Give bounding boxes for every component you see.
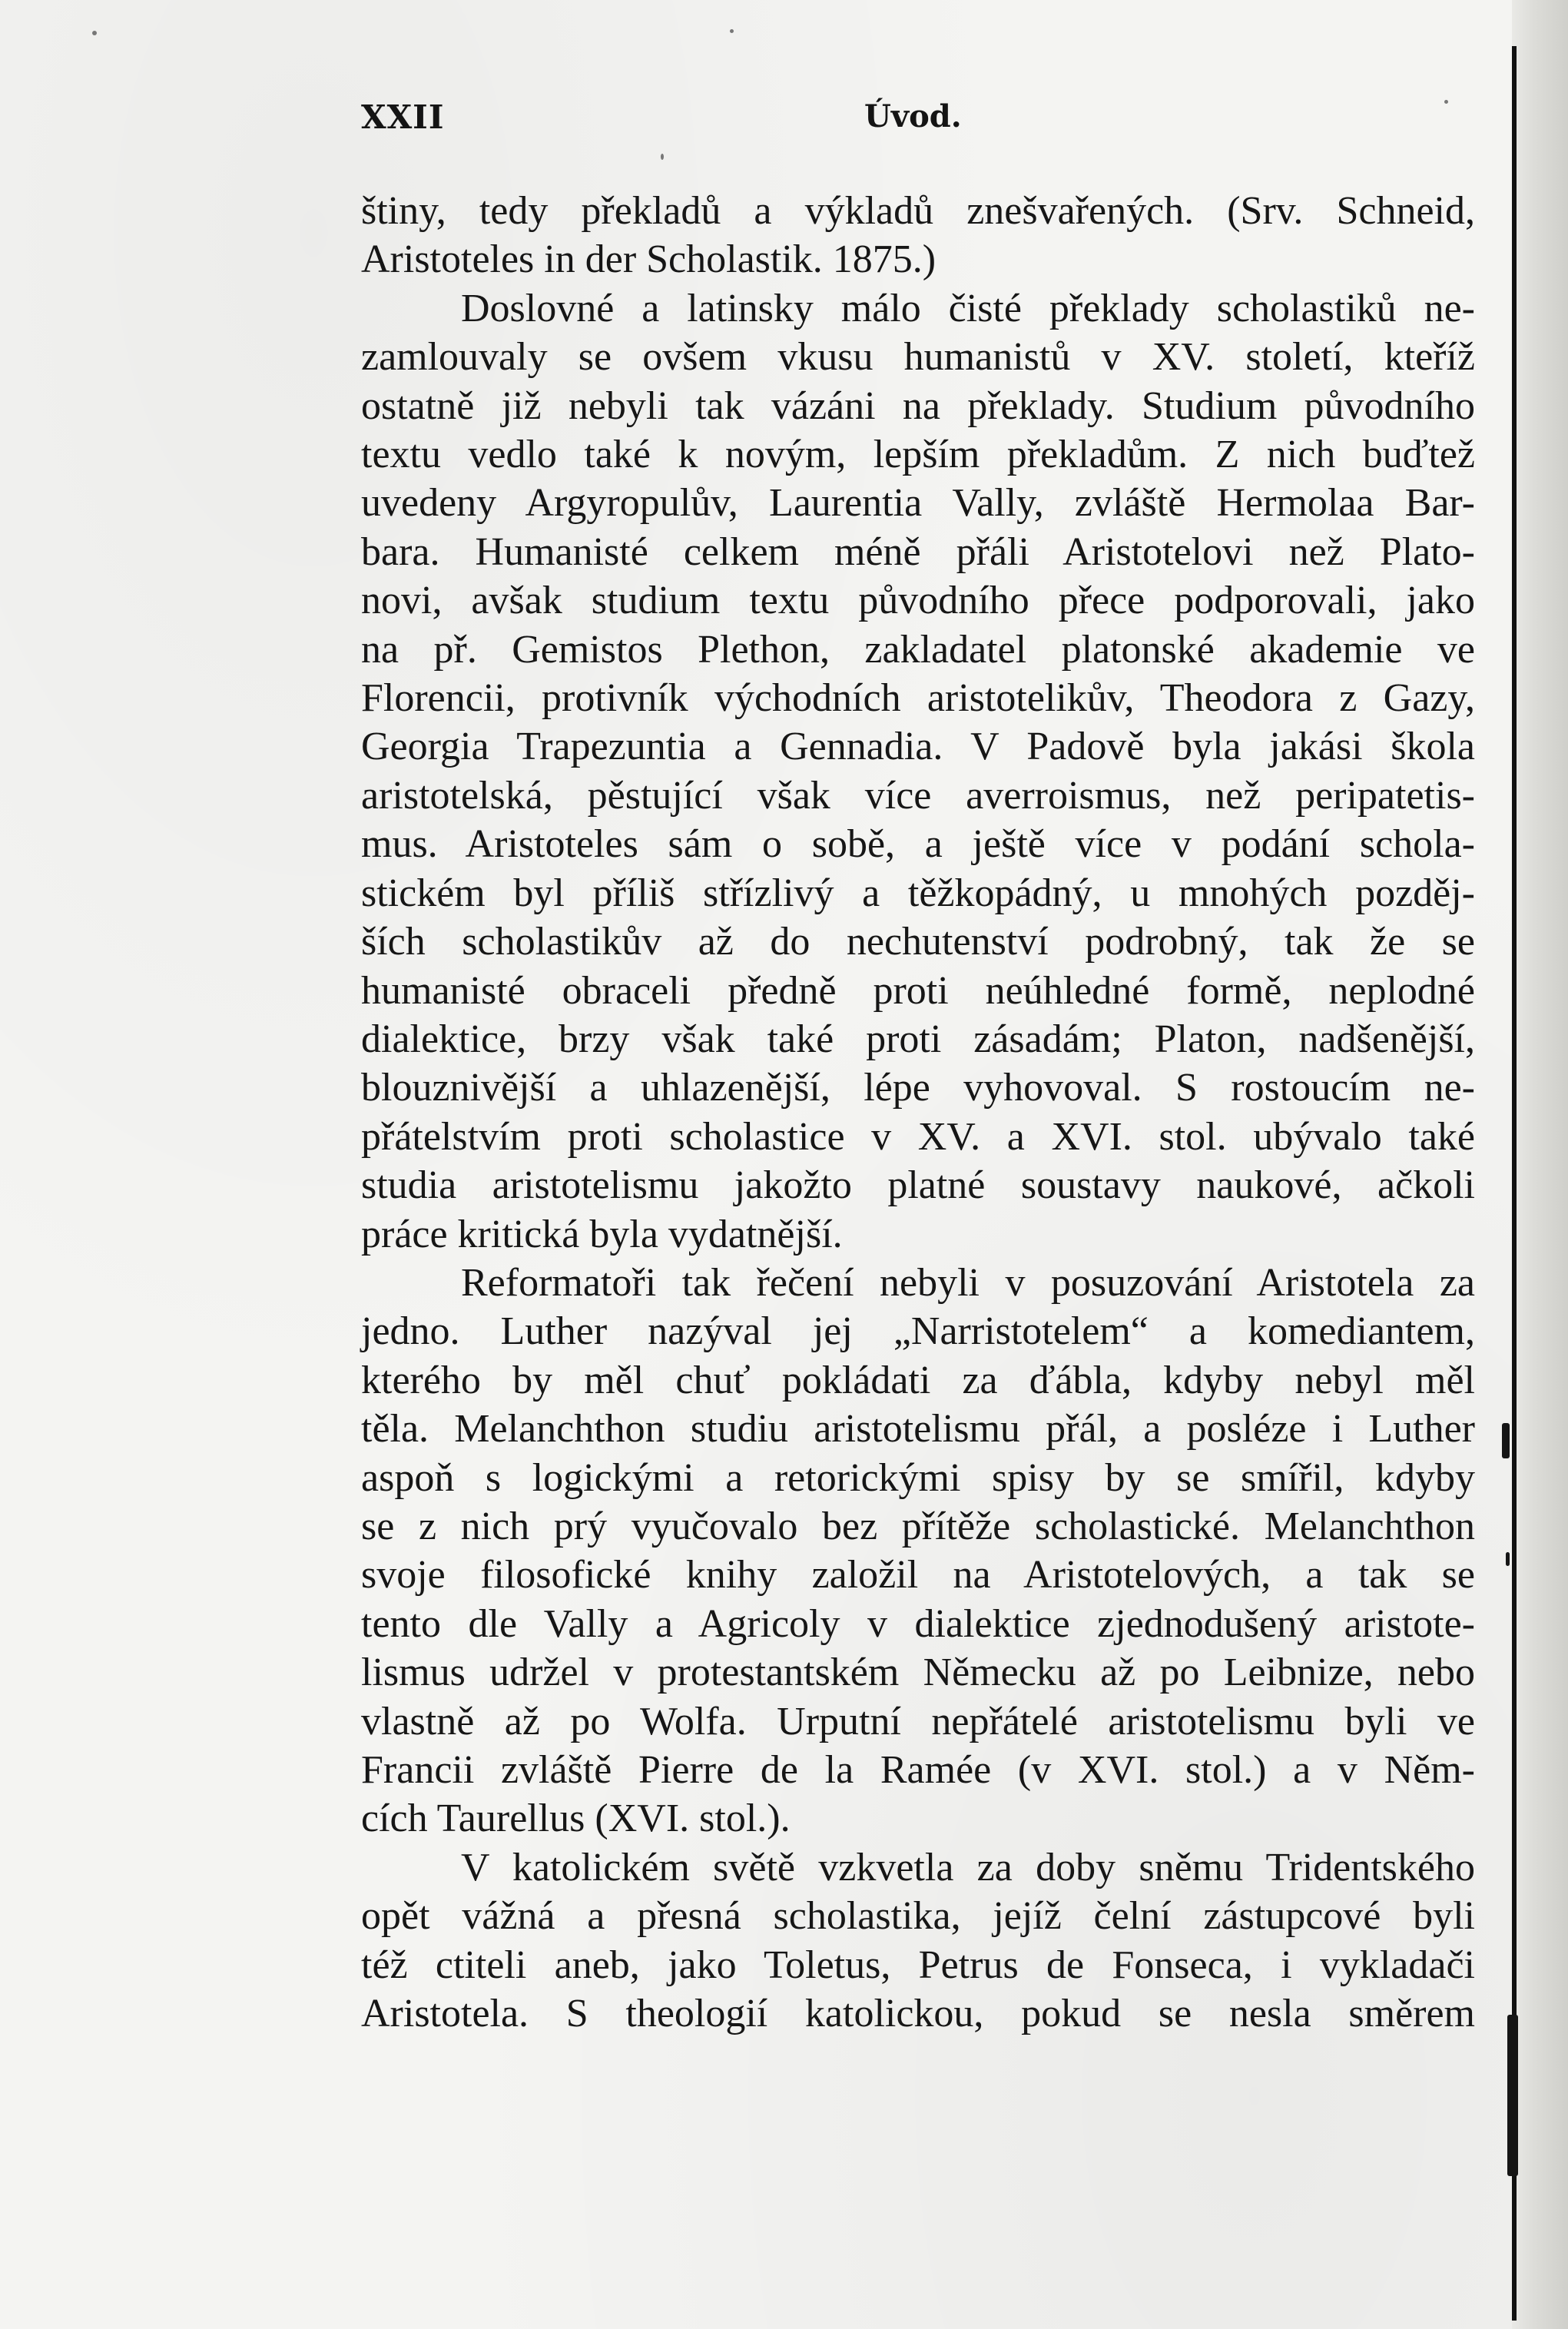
text-line: na př. Gemistos Plethon, zakladatel platonské akademie ve bbox=[361, 627, 1475, 672]
text-line: textu vedlo také k novým, lepším překladům. Z nich buďtež bbox=[361, 433, 1475, 477]
paragraph bbox=[361, 284, 1475, 1259]
text-line: blouznivější a uhlazenější, lépe vyhovoval. S rostoucím ne- bbox=[361, 1066, 1475, 1110]
binding-smudge bbox=[1507, 2015, 1518, 2176]
paragraph bbox=[361, 1259, 1475, 1843]
text-line: V katolickém světě vzkvetla za doby sněmu Tridentského bbox=[461, 1845, 1475, 1889]
text-line: tento dle Vally a Agricoly v dialektice zjednodušený aristote- bbox=[361, 1601, 1475, 1646]
text-line: těla. Melanchthon studiu aristotelismu přál, a posléze i Luther bbox=[361, 1407, 1475, 1451]
page-number: XXII bbox=[361, 98, 445, 136]
text-line: štiny, tedy překladů a výkladů znešvařených. (Srv. Schneid, bbox=[361, 189, 1475, 233]
text-line: humanisté obraceli předně proti neúhledné formě, neplodné bbox=[361, 968, 1475, 1013]
paragraph bbox=[361, 1843, 1475, 2039]
text-line: kterého by měl chuť pokládati za ďábla, kdyby nebyl měl bbox=[361, 1358, 1475, 1402]
text-line: dialektice, brzy však také proti zásadám; Platon, nadšenější, bbox=[361, 1017, 1475, 1061]
binding-smudge bbox=[1502, 1423, 1510, 1458]
text-line: Aristoteles in der Scholastik. 1875.) bbox=[361, 237, 936, 282]
text-line: aspoň s logickými a retorickými spisy by se smířil, kdyby bbox=[361, 1455, 1475, 1500]
text-line: ostatně již nebyli tak vázáni na překlady. Studium původního bbox=[361, 383, 1475, 428]
binding-smudge bbox=[1506, 1552, 1510, 1566]
text-line: studia aristotelismu jakožto platné soustavy naukové, ačkoli bbox=[361, 1163, 1475, 1208]
text-line: Doslovné a latinsky málo čisté překlady scholastiků ne- bbox=[461, 286, 1475, 330]
text-line: se z nich prý vyučovalo bez přítěže scholastické. Melanchthon bbox=[361, 1504, 1475, 1548]
text-line: uvedeny Argyropulův, Laurentia Vally, zvláště Hermolaa Bar- bbox=[361, 481, 1475, 526]
text-line: opět vážná a přesná scholastika, jejíž čelní zástupcové byli bbox=[361, 1894, 1475, 1939]
text-line: aristotelská, pěstující však více averroismus, než peripatetis- bbox=[361, 773, 1475, 818]
body-text bbox=[361, 187, 1475, 2038]
scan-speck bbox=[661, 154, 664, 160]
text-line: mus. Aristoteles sám o sobě, a ještě více v podání schola- bbox=[361, 822, 1475, 867]
text-line: zamlouvaly se ovšem vkusu humanistů v XV. století, kteříž bbox=[361, 335, 1475, 380]
text-line: vlastně až po Wolfa. Urputní nepřátelé aristotelismu byli ve bbox=[361, 1699, 1475, 1743]
text-line: stickém byl příliš střízlivý a těžkopádný, u mnohých pozděj- bbox=[361, 871, 1475, 915]
binding-edge-line bbox=[1512, 46, 1517, 2321]
text-line: lismus udržel v protestantském Německu až po Leibnize, nebo bbox=[361, 1651, 1475, 1695]
scan-speck bbox=[92, 31, 97, 35]
text-line: Florencii, protivník východních aristotelikův, Theodora z Gazy, bbox=[361, 676, 1475, 721]
scan-speck bbox=[730, 29, 734, 33]
text-line: Georgia Trapezuntia a Gennadia. V Padově byla jakási škola bbox=[361, 725, 1475, 769]
text-line: svoje filosofické knihy založil na Aristotelových, a tak se bbox=[361, 1553, 1475, 1597]
paragraph bbox=[361, 187, 1475, 284]
text-line: bara. Humanisté celkem méně přáli Aristotelovi než Plato- bbox=[361, 529, 1475, 574]
text-line: novi, avšak studium textu původního přece podporovali, jako bbox=[361, 579, 1475, 623]
text-line: Francii zvláště Pierre de la Ramée (v XVI. stol.) a v Něm- bbox=[361, 1748, 1475, 1792]
text-line: ších scholastikův až do nechutenství podrobný, tak že se bbox=[361, 920, 1475, 964]
page-header bbox=[361, 98, 1498, 144]
running-head: Úvod. bbox=[864, 98, 962, 134]
text-line: práce kritická byla vydatnější. bbox=[361, 1212, 843, 1256]
text-line: Reformatoři tak řečení nebyli v posuzování Aristotela za bbox=[461, 1260, 1475, 1305]
text-line: též ctiteli aneb, jako Toletus, Petrus de Fonseca, i vykladači bbox=[361, 1942, 1475, 1987]
text-line: cích Taurellus (XVI. stol.). bbox=[361, 1797, 791, 1841]
text-line: přátelstvím proti scholastice v XV. a XVI. stol. ubývalo také bbox=[361, 1114, 1475, 1159]
text-line: jedno. Luther nazýval jej „Narristotelem“ a komediantem, bbox=[361, 1309, 1475, 1354]
text-line: Aristotela. S theologií katolickou, pokud se nesla směrem bbox=[361, 1992, 1475, 2036]
page-edge-shadow bbox=[1512, 0, 1568, 2329]
